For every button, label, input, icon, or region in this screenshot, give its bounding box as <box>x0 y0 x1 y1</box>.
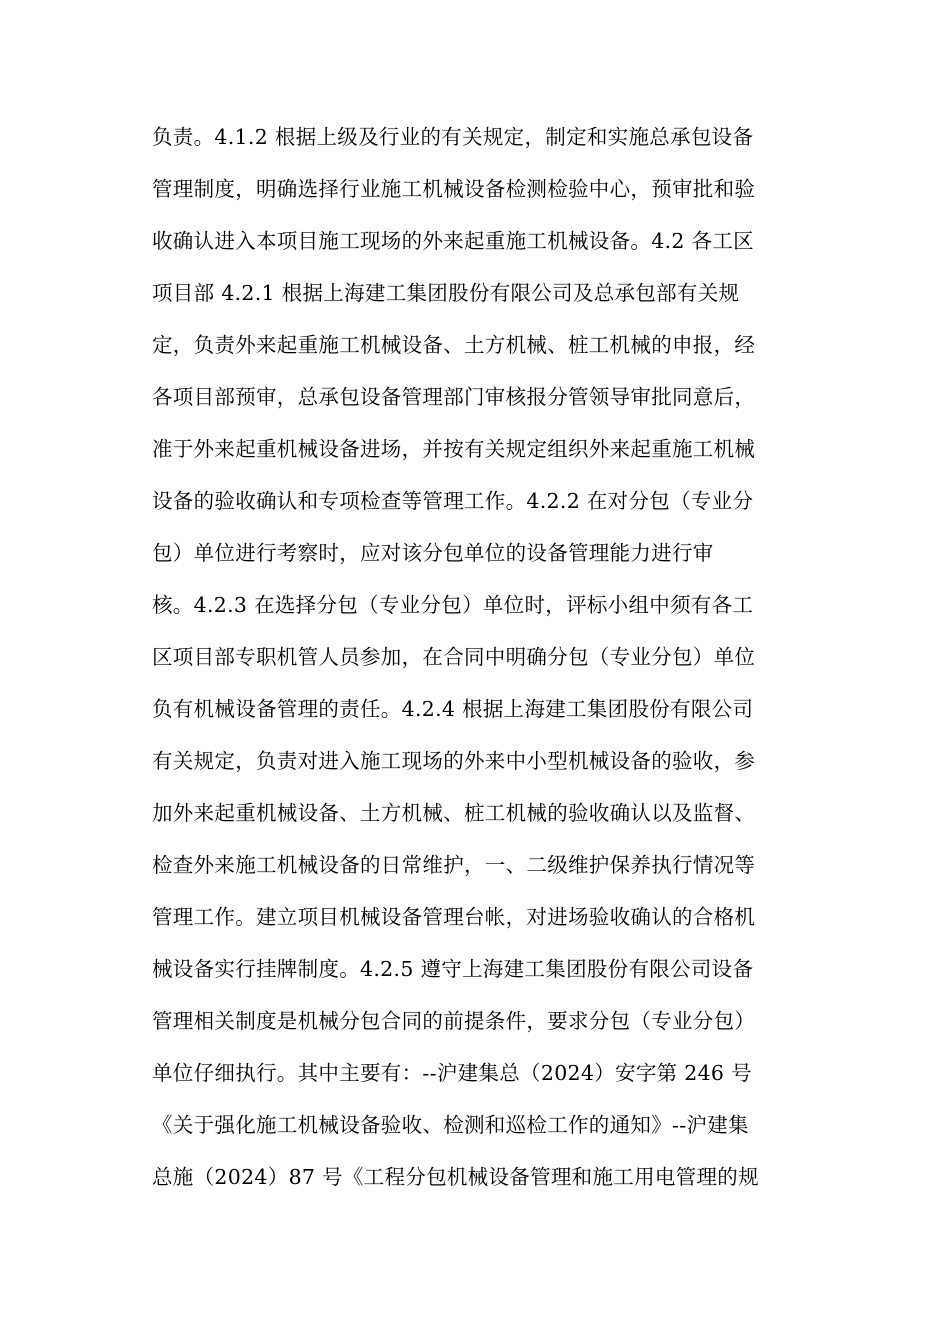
text-line: 准于外来起重机械设备进场，并按有关规定组织外来起重施工机械 <box>152 437 756 461</box>
text-line: 总施（2024）87 号《工程分包机械设备管理和施工用电管理的规 <box>152 1165 759 1189</box>
text-line: 检查外来施工机械设备的日常维护，一、二级维护保养执行情况等 <box>152 853 756 877</box>
text-line: 单位仔细执行。其中主要有：--沪建集总（2024）安字第 246 号 <box>152 1061 752 1085</box>
text-line: 械设备实行挂牌制度。4.2.5 遵守上海建工集团股份有限公司设备 <box>152 957 754 981</box>
text-line: 包）单位进行考察时，应对该分包单位的设备管理能力进行审 <box>152 541 714 565</box>
text-line: 收确认进入本项目施工现场的外来起重施工机械设备。4.2 各工区 <box>152 229 754 253</box>
body-text <box>152 117 812 1209</box>
text-line: 管理相关制度是机械分包合同的前提条件，要求分包（专业分包） <box>152 1009 756 1033</box>
text-line: 设备的验收确认和专项检查等管理工作。4.2.2 在对分包（专业分 <box>152 489 754 513</box>
text-line: 各项目部预审，总承包设备管理部门审核报分管领导审批同意后， <box>152 385 756 409</box>
text-line: 管理制度，明确选择行业施工机械设备检测检验中心，预审批和验 <box>152 177 756 201</box>
text-line: 区项目部专职机管人员参加，在合同中明确分包（专业分包）单位 <box>152 645 756 669</box>
text-line: 负责。4.1.2 根据上级及行业的有关规定，制定和实施总承包设备 <box>152 125 754 149</box>
text-line: 有关规定，负责对进入施工现场的外来中小型机械设备的验收，参 <box>152 749 756 773</box>
text-line: 定，负责外来起重施工机械设备、土方机械、桩工机械的申报，经 <box>152 333 756 357</box>
text-line: 加外来起重机械设备、土方机械、桩工机械的验收确认以及监督、 <box>152 801 756 825</box>
text-line: 核。4.2.3 在选择分包（专业分包）单位时，评标小组中须有各工 <box>152 593 754 617</box>
text-line: 《关于强化施工机械设备验收、检测和巡检工作的通知》--沪建集 <box>152 1113 749 1137</box>
text-line: 管理工作。建立项目机械设备管理台帐，对进场验收确认的合格机 <box>152 905 756 929</box>
text-line: 项目部 4.2.1 根据上海建工集团股份有限公司及总承包部有关规 <box>152 281 740 305</box>
text-line: 负有机械设备管理的责任。4.2.4 根据上海建工集团股份有限公司 <box>152 697 754 721</box>
